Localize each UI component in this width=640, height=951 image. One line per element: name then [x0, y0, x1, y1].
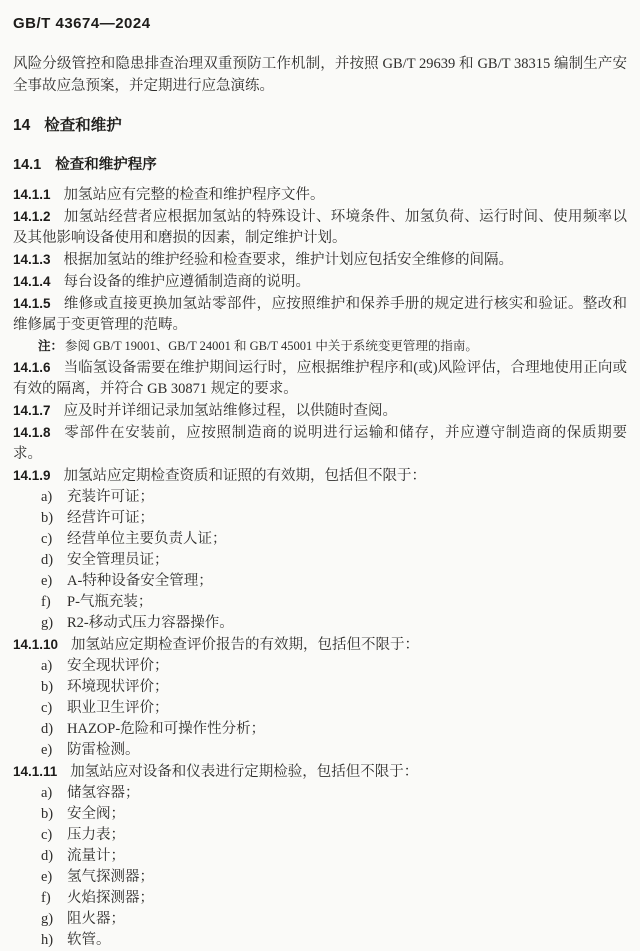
clause-number: 14.1.7: [13, 403, 51, 418]
list-item: [13, 867, 627, 888]
list-item-text: 储氢容器；: [67, 785, 140, 801]
list-item-label: d): [41, 721, 54, 737]
subsection-number: 14.1: [13, 157, 42, 173]
list-item-label: h): [41, 932, 54, 948]
list-item-label: g): [41, 911, 54, 927]
list-item-text: P-气瓶充装；: [67, 594, 153, 610]
list-item-label: b): [41, 510, 54, 526]
clause-number: 14.1.3: [13, 252, 51, 267]
list-item-text: 防雷检测。: [67, 742, 140, 758]
list-item-label: a): [41, 785, 53, 801]
list-item-text: 压力表；: [67, 827, 125, 843]
list-item: [13, 656, 627, 677]
clause-14-1-1: [13, 184, 627, 206]
list-item-text: 流量计；: [67, 848, 125, 864]
list-item-text: 软管。: [67, 932, 111, 948]
list-item-text: 安全管理员证；: [67, 552, 169, 568]
list-item-text: R2-移动式压力容器操作。: [67, 615, 234, 631]
list-item: [13, 783, 627, 804]
list-item: [13, 740, 627, 761]
list-item: [13, 487, 627, 508]
list-item: [13, 719, 627, 740]
list-item-label: a): [41, 658, 53, 674]
clause-text: 加氢站应定期检查评价报告的有效期，包括但不限于：: [71, 637, 420, 653]
clause-number: 14.1.1: [13, 187, 51, 202]
list-item: [13, 508, 627, 529]
note-label: 注：: [38, 339, 64, 353]
list-item-text: 阻火器；: [67, 911, 125, 927]
list-item: [13, 846, 627, 867]
clause-14-1-5: [13, 293, 627, 336]
list-item: [13, 698, 627, 719]
clause-number: 14.1.8: [13, 425, 51, 440]
subsection-title: 检查和维护程序: [55, 157, 157, 173]
clause-14-1-3: [13, 249, 627, 271]
clause-number: 14.1.2: [13, 209, 51, 224]
list-item: [13, 804, 627, 825]
list-item-label: e): [41, 742, 53, 758]
clause-text: 加氢站应对设备和仪表进行定期检验，包括但不限于：: [70, 764, 419, 780]
clause-14-1-7: [13, 400, 627, 422]
list-item: [13, 529, 627, 550]
clause-text: 零部件在安装前，应按照制造商的说明进行运输和储存，并应遵守制造商的保质期要求。: [13, 425, 627, 462]
clause-text: 当临氢设备需要在维护期间运行时，应根据维护程序和(或)风险评估，合理地使用正向或有效的隔离，并符合 GB 30871 规定的要求。: [13, 360, 627, 397]
section-title: 检查和维护: [44, 117, 122, 134]
list-licences: [13, 487, 627, 634]
clause-number: 14.1.10: [13, 637, 59, 652]
clause-text: 应及时并详细记录加氢站维修过程，以供随时查阅。: [63, 403, 398, 419]
clause-text: 加氢站应有完整的检查和维护程序文件。: [63, 187, 325, 203]
note-text: 参阅 GB/T 19001、GB/T 24001 和 GB/T 45001 中关于系统变更管理的指南。: [65, 339, 478, 353]
section-number: 14: [13, 117, 31, 134]
list-item: [13, 909, 627, 930]
clause-number: 14.1.11: [13, 764, 58, 779]
list-item-label: d): [41, 552, 54, 568]
subsection-heading: [13, 157, 627, 173]
list-item-label: f): [41, 594, 51, 610]
clause-text: 根据加氢站的维护经验和检查要求，维护计划应包括安全维修的间隔。: [63, 252, 514, 268]
clause-14-1-4: [13, 271, 627, 293]
list-item-label: d): [41, 848, 54, 864]
clause-number: 14.1.6: [13, 360, 51, 375]
list-item-label: a): [41, 489, 53, 505]
list-item-text: A-特种设备安全管理；: [67, 573, 213, 589]
clause-14-1-10: [13, 634, 627, 656]
clause-text: 维修或直接更换加氢站零部件，应按照维护和保养手册的规定进行核实和验证。整改和维修属于变更管理的范畴。: [13, 296, 627, 333]
clause-14-1-9: [13, 465, 627, 487]
list-item-text: 氢气探测器；: [67, 869, 154, 885]
note-14-1-5: [13, 336, 627, 357]
clause-text: 加氢站应定期检查资质和证照的有效期，包括但不限于：: [63, 468, 427, 484]
clause-14-1-8: [13, 422, 627, 465]
clause-number: 14.1.5: [13, 296, 51, 311]
list-item-label: e): [41, 869, 53, 885]
list-item: [13, 677, 627, 698]
clause-text: 加氢站经营者应根据加氢站的特殊设计、环境条件、加氢负荷、运行时间、使用频率以及其他影响设备使用和磨损的因素，制定维护计划。: [13, 209, 627, 246]
list-item: [13, 825, 627, 846]
list-item-text: 充装许可证；: [67, 489, 154, 505]
section-heading: [13, 117, 627, 134]
list-item: [13, 930, 627, 951]
list-item-label: c): [41, 700, 53, 716]
intro-paragraph: 风险分级管控和隐患排查治理双重预防工作机制，并按照 GB/T 29639 和 GB/T 38315 编制生产安全事故应急预案，并定期进行应急演练。: [13, 56, 627, 94]
list-item-text: HAZOP-危险和可操作性分析；: [67, 721, 266, 737]
clause-14-1-6: [13, 357, 627, 400]
list-item-text: 安全现状评价；: [67, 658, 169, 674]
clauses: [13, 184, 627, 951]
list-item-label: g): [41, 615, 54, 631]
list-item-label: c): [41, 531, 53, 547]
standard-number-header: GB/T 43674—2024: [13, 15, 151, 32]
list-item-text: 职业卫生评价；: [67, 700, 169, 716]
list-item: [13, 613, 627, 634]
list-item-text: 经营单位主要负责人证；: [67, 531, 227, 547]
list-equipment: [13, 783, 627, 951]
list-item: [13, 888, 627, 909]
list-item-label: e): [41, 573, 53, 589]
clause-number: 14.1.9: [13, 468, 51, 483]
list-item: [13, 550, 627, 571]
list-item-label: b): [41, 679, 54, 695]
list-item: [13, 592, 627, 613]
list-item-text: 火焰探测器；: [67, 890, 154, 906]
clause-14-1-11: [13, 761, 627, 783]
clause-number: 14.1.4: [13, 274, 51, 289]
list-item-label: b): [41, 806, 54, 822]
list-item-text: 环境现状评价；: [67, 679, 169, 695]
clause-14-1-2: [13, 206, 627, 249]
list-item-label: f): [41, 890, 51, 906]
list-item-text: 安全阀；: [67, 806, 125, 822]
list-item-text: 经营许可证；: [67, 510, 154, 526]
list-item-label: c): [41, 827, 53, 843]
clause-text: 每台设备的维护应遵循制造商的说明。: [63, 274, 311, 290]
list-evaluations: [13, 656, 627, 761]
list-item: [13, 571, 627, 592]
